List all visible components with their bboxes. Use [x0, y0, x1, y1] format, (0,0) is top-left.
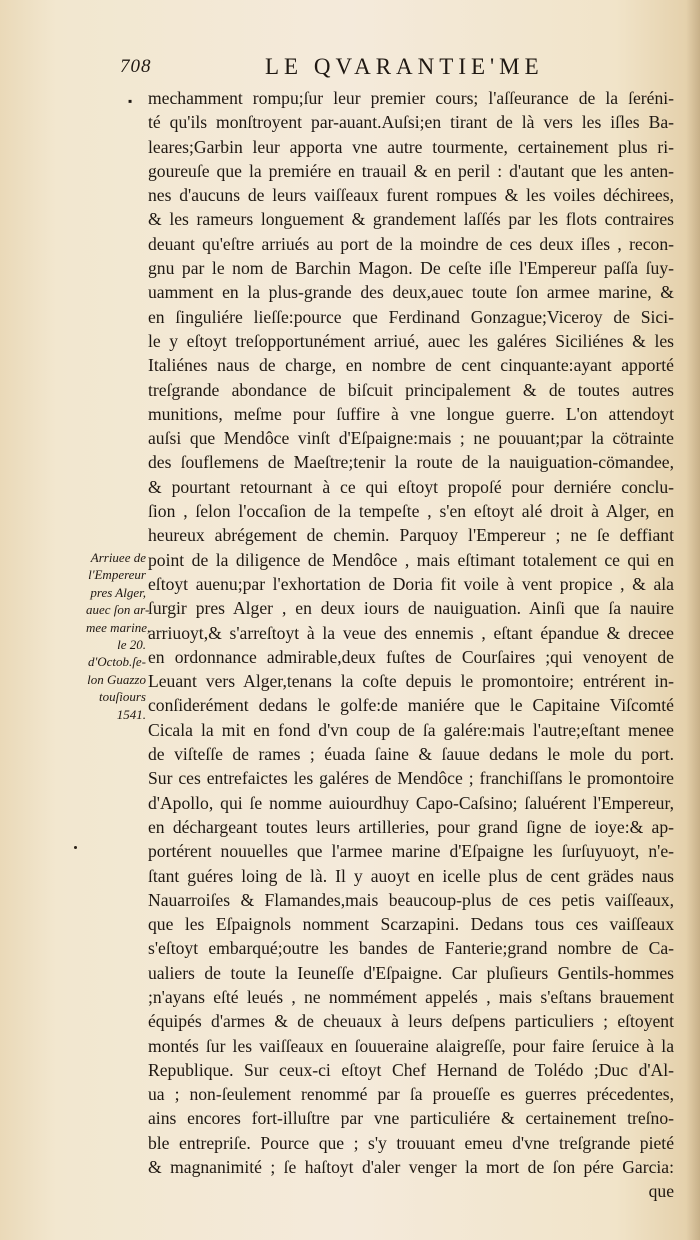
text-line: Sur ces entrefaictes les galéres de Mendôce ; franchiſſans le promontoire — [148, 768, 674, 789]
text-line: en déchargeant toutes leurs artilleries, pour grand ſigne de ioye:& ap- — [148, 816, 674, 837]
text-line: ualiers de toute la Ieuneſſe d'Eſpaigne. Car pluſieurs Gentils-hommes — [148, 962, 674, 983]
text-line: en ſinguliére lieſſe:pource que Ferdinand Gonzague;Viceroy de Sici- — [148, 306, 674, 327]
text-line: goureuſe que la premiére en trauail & en peril : d'autant que les anten- — [148, 160, 674, 181]
text-line: que les Eſpaignols nomment Scarzapini. Dedans tous ces vaiſſeaux — [148, 914, 674, 935]
text-line: d'Apollo, qui ſe nomme auiourdhuy Capo-Caſsino; ſaluérent l'Empereur, — [148, 792, 674, 813]
margin-note-line: pres Alger, — [90, 584, 146, 600]
text-line: des ſouflemens de Maeſtre;tenir la route de la nauiguation-cömandee, — [148, 452, 674, 473]
text-line: de viſteſſe de rames ; éuada ſaine & ſauue dedans le mole du port. — [148, 744, 674, 765]
text-line: treſgrande abondance de biſcuit principalement & de toutes autres — [148, 379, 674, 400]
text-line: ;n'ayans eſté leués , ne nommément appelés , mais s'eſtans brauement — [148, 986, 674, 1007]
text-line: ua ; non-ſeulement renommé par ſa proueſſe es guerres précedentes, — [148, 1084, 674, 1105]
paragraph-mark: ▪ — [128, 94, 133, 108]
text-line: s'eſtoyt embarqué;outre les bandes de Fanterie;grand nombre de Ca- — [148, 938, 674, 959]
text-line: leares;Garbin leur apporta vne autre tourmente, certainement plus ri- — [148, 136, 674, 157]
text-line: portérent nouuelles que l'armee marine d'Eſpaigne les ſurſuyuoyt, n'e- — [148, 841, 674, 862]
margin-note-line: touſiours — [99, 689, 146, 705]
margin-note-line: l'Empereur — [88, 567, 146, 583]
ink-speck — [74, 846, 77, 849]
page-number: 708 — [120, 56, 152, 77]
text-line: Republique. Sur ceux-ci eſtoyt Chef Hernand de Tolédo ;Duc d'Al- — [148, 1059, 674, 1080]
text-line: & les rameurs longuement & grandement laſſés par les flots contraires — [148, 209, 674, 230]
catchword: que — [648, 1181, 674, 1202]
text-line: & pourtant retournant à ce qui eſtoyt propoſé pour derniére conclu- — [148, 476, 674, 497]
text-line: ſion , ſelon l'occaſion de la tempeſte , s'en eſtoyt alé droit à Alger, en — [148, 501, 674, 522]
text-line: ſtant guéres loing de là. Il y auoyt en icelle plus de cent grädes naus — [148, 865, 674, 886]
page-edge-shadow — [686, 0, 700, 1240]
text-line: point de la diligence de Mendôce , mais eſtimant totalement ce qui en — [148, 549, 674, 570]
text-line: le y eſtoyt treſopportunément arriué, auec les galéres Siciliénes & les — [148, 330, 674, 351]
text-line: gnu par le nom de Barchin Magon. De ceſte iſle l'Empereur paſſa ſuy- — [148, 258, 674, 279]
text-line: deuant qu'eſtre arriués au port de la moindre de ces deux iſles , recon- — [148, 233, 674, 254]
text-line: Leuant vers Alger,tenans la coſte depuis le promontoire; entrérent in- — [148, 671, 674, 692]
margin-note-line: lon Guazzo — [87, 671, 146, 687]
text-line: Nauarroiſes & Flamandes,mais beaucoup-plus de ces petis vaiſſeaux, — [148, 889, 674, 910]
margin-note-line: Arriuee de — [90, 550, 146, 565]
text-line: eſtoyt auenu;par l'exhortation de Doria fit voile à vent propice , & ala — [148, 573, 674, 594]
text-line: montés ſur les vaiſſeaux en ſouueraine alaigreſſe, pour faire ſeruice à la — [148, 1035, 674, 1056]
text-line: té qu'ils monſtroyent par-auant.Auſsi;en tirant de là vers les iſles Ba- — [148, 112, 674, 133]
text-line: Cicala la mit en fond d'vn coup de ſa galére:mais l'autre;eſtant menee — [148, 719, 674, 740]
text-line: équipés d'armes & de cheuaux à leurs deſpens particuliers ; eſtoyent — [148, 1011, 674, 1032]
text-line: ble entrepriſe. Pource que ; s'y trouuant emeu d'vne treſgrande pieté — [148, 1132, 674, 1153]
margin-note — [86, 549, 151, 723]
text-line: munitions, meſme pour ſuffire à vne longue guerre. L'on attendoyt — [148, 403, 674, 424]
margin-note-line: d'Octob.ſe- — [87, 654, 146, 670]
text-line: auſsi que Mendôce vinſt d'Eſpaigne:mais ; ne pouuant;par la cötrainte — [148, 428, 674, 449]
text-line: conſiderément dedans le golfe:de maniére que le Capitaine Viſcomté — [148, 695, 674, 716]
text-line: uamment en la plus-grande des deux,auec toute ſon armee marine, & — [148, 282, 674, 303]
running-head — [120, 50, 590, 90]
margin-note-line: 1541. — [116, 706, 146, 722]
text-line: mechamment rompu;ſur leur premier cours; l'aſſeurance de la ſeréni- — [148, 88, 674, 108]
chapter-title: LE QVARANTIE'ME — [265, 54, 544, 79]
text-line: heureux abrégement de chemin. Parquoy l'Empereur ; ne ſe deffiant — [148, 525, 674, 546]
body-text — [148, 86, 674, 1204]
text-line: arriuoyt,& s'arreſtoyt à la veue des ennemis , eſtant épandue & drecee — [148, 622, 674, 643]
margin-note-line: mee marine, — [86, 619, 151, 635]
text-line: ains encores fort-illuſtre par vne particuliére & certainement treſno- — [148, 1108, 674, 1129]
margin-note-line: le 20. — [117, 637, 146, 653]
text-line: & magnanimité ; ſe haſtoyt d'aler venger la mort de ſon pére Garcia: — [148, 1157, 674, 1178]
text-line: Italiénes naus de charge, en nombre de cent cinquante:ayant apporté — [148, 355, 674, 376]
text-line: ſurgir pres Alger , en deux iours de nauiguation. Ainſi que ſa nauire — [148, 598, 674, 619]
text-line: nes d'aucuns de leurs vaiſſeaux furent rompues & les voiles déchirees, — [148, 185, 674, 206]
margin-note-line: auec ſon ar- — [86, 602, 150, 618]
text-line: en ordonnance admirable,deux fuſtes de Courſaires ;qui venoyent de — [148, 646, 674, 667]
